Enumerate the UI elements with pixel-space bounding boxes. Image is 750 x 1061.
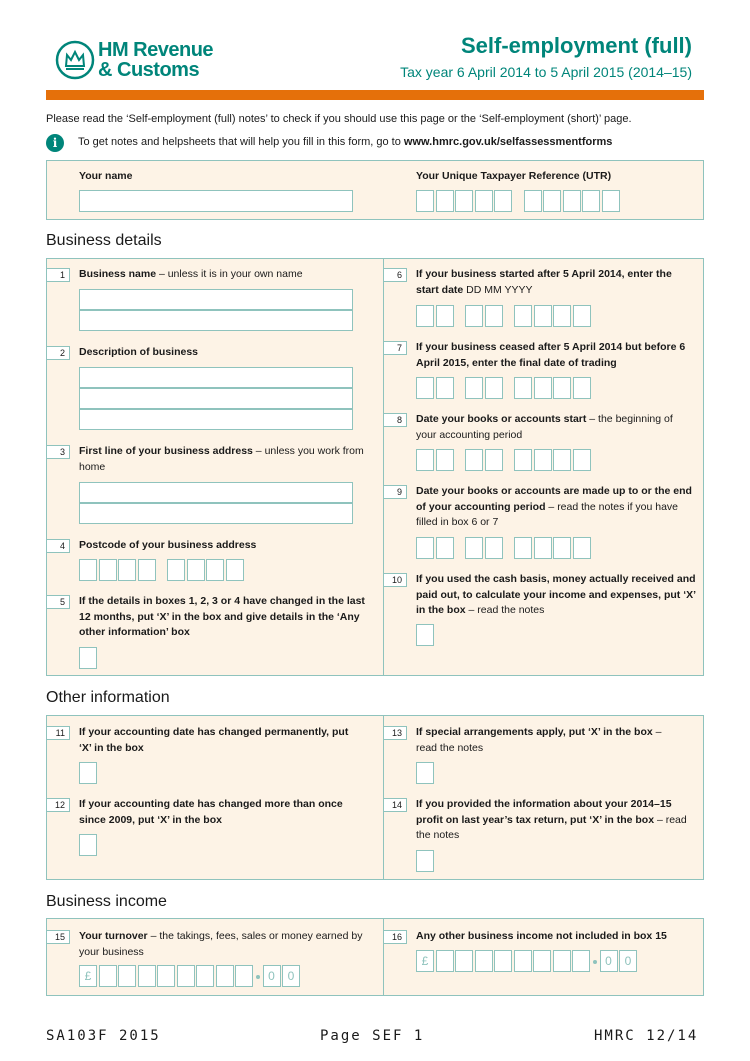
- turnover-digit-cell[interactable]: [138, 965, 156, 987]
- start-date-cell[interactable]: [534, 305, 552, 327]
- start-date-cell[interactable]: [573, 305, 591, 327]
- other-income-digit-cell[interactable]: [553, 950, 571, 972]
- box-number-4: 4: [46, 539, 70, 553]
- your-name-input[interactable]: [79, 190, 353, 212]
- box-5-label: If the details in boxes 1, 2, 3 or 4 have changed in the last 12 months, put ‘X’ in the box and give details in the ‘Any other information’ box: [79, 595, 365, 638]
- forms-link[interactable]: www.hmrc.gov.uk/selfassessmentforms: [403, 136, 613, 148]
- box-number-13: 13: [383, 726, 407, 740]
- box-14-checkbox[interactable]: [416, 850, 434, 872]
- utr-cell[interactable]: [475, 190, 493, 212]
- box-12-checkbox[interactable]: [79, 834, 97, 856]
- books-end-date-cell[interactable]: [485, 537, 503, 559]
- other-income-digit-cell[interactable]: [533, 950, 551, 972]
- box-number-1: 1: [46, 268, 70, 282]
- books-end-date-cell[interactable]: [534, 537, 552, 559]
- box-8-label: Date your books or accounts start – the beginning of your accounting period: [416, 413, 673, 441]
- box-1-label: Business name – unless it is in your own name: [79, 268, 303, 280]
- books-end-date-cell[interactable]: [573, 537, 591, 559]
- other-income-currency-cell[interactable]: £: [416, 950, 434, 972]
- box-number-2: 2: [46, 346, 70, 360]
- turnover-digit-cell[interactable]: [216, 965, 234, 987]
- logo-line-1: HM Revenue: [98, 39, 214, 61]
- turnover-digit-cell[interactable]: [177, 965, 195, 987]
- box-14-label: If you provided the information about your 2014–15 profit on last year’s tax return, put ‘X’ in the box – read the notes: [416, 798, 687, 841]
- utr-cell[interactable]: [416, 190, 434, 212]
- box-5-checkbox[interactable]: [79, 647, 97, 669]
- box-number-10: 10: [383, 573, 407, 587]
- box-3-label: First line of your business address – unless you work from home: [79, 445, 364, 473]
- books-end-date-cell[interactable]: [514, 537, 532, 559]
- box-number-12: 12: [46, 798, 70, 812]
- books-start-date-cell[interactable]: [436, 449, 454, 471]
- utr-cell[interactable]: [455, 190, 473, 212]
- section-business-income: Business income: [46, 893, 167, 910]
- books-end-date-cell[interactable]: [416, 537, 434, 559]
- box-4-label: Postcode of your business address: [79, 539, 257, 551]
- box-13-checkbox[interactable]: [416, 762, 434, 784]
- box-15-label: Your turnover – the takings, fees, sales or money earned by your business: [79, 930, 363, 958]
- box-10-label: If you used the cash basis, money actually received and paid out, to calculate your income and expenses, put ‘X’ in the box – read the notes: [416, 573, 696, 616]
- other-income-digit-cell[interactable]: [494, 950, 512, 972]
- ceased-date-cell[interactable]: [465, 377, 483, 399]
- books-start-date-cell[interactable]: [573, 449, 591, 471]
- start-date-cell[interactable]: [553, 305, 571, 327]
- box-10-checkbox[interactable]: [416, 624, 434, 646]
- business-details-divider: [383, 258, 384, 676]
- business-description-line-2[interactable]: [79, 388, 353, 409]
- books-start-date-cell[interactable]: [553, 449, 571, 471]
- footer-version: HMRC 12/14: [594, 1028, 699, 1044]
- utr-cell[interactable]: [543, 190, 561, 212]
- ceased-date-cell[interactable]: [436, 377, 454, 399]
- postcode-cell[interactable]: [187, 559, 205, 581]
- books-start-date-cell[interactable]: [416, 449, 434, 471]
- box-number-8: 8: [383, 413, 407, 427]
- box-11-checkbox[interactable]: [79, 762, 97, 784]
- info-icon: i: [46, 134, 64, 152]
- start-date-cell[interactable]: [416, 305, 434, 327]
- business-name-line-2[interactable]: [79, 310, 353, 331]
- footer-form-code: SA103F 2015: [46, 1028, 161, 1044]
- start-date-cell[interactable]: [514, 305, 532, 327]
- ceased-date-cell[interactable]: [514, 377, 532, 399]
- box-number-15: 15: [46, 930, 70, 944]
- info-text-body: To get notes and helpsheets that will help you fill in this form, go to: [78, 136, 404, 148]
- start-date-cell[interactable]: [485, 305, 503, 327]
- turnover-digit-cell[interactable]: [99, 965, 117, 987]
- other-income-digit-cell[interactable]: [572, 950, 590, 972]
- utr-cell[interactable]: [436, 190, 454, 212]
- box-number-3: 3: [46, 445, 70, 459]
- ceased-date-cell[interactable]: [573, 377, 591, 399]
- postcode-cell[interactable]: [206, 559, 224, 581]
- ceased-date-cell[interactable]: [553, 377, 571, 399]
- info-text: [78, 136, 612, 148]
- box-7-label: If your business ceased after 5 April 2014 but before 6 April 2015, enter the final date of trading: [416, 341, 686, 369]
- hmrc-logo: [55, 40, 235, 84]
- form-title: Self-employment (full): [460, 33, 692, 58]
- ceased-date-cell[interactable]: [534, 377, 552, 399]
- postcode-cell[interactable]: [118, 559, 136, 581]
- other-income-digit-cell[interactable]: [436, 950, 454, 972]
- turnover-pence-cell: 0: [282, 965, 300, 987]
- form-subtitle: Tax year 6 April 2014 to 5 April 2015 (2014–15): [400, 64, 692, 80]
- turnover-decimal-point: [256, 975, 260, 979]
- header-divider: [46, 90, 704, 100]
- other-income-pence-cell: 0: [619, 950, 637, 972]
- utr-cell[interactable]: [524, 190, 542, 212]
- logo-line-2: & Customs: [98, 59, 200, 81]
- postcode-cell[interactable]: [138, 559, 156, 581]
- books-start-date-cell[interactable]: [514, 449, 532, 471]
- box-2-label: Description of business: [79, 346, 199, 358]
- postcode-cell[interactable]: [79, 559, 97, 581]
- business-address-line-2[interactable]: [79, 503, 353, 524]
- utr-cell[interactable]: [563, 190, 581, 212]
- your-name-label: Your name: [79, 170, 133, 182]
- utr-cell[interactable]: [582, 190, 600, 212]
- box-11-label: If your accounting date has changed permanently, put ‘X’ in the box: [79, 726, 349, 754]
- business-name-line-1[interactable]: [79, 289, 353, 310]
- box-number-5: 5: [46, 595, 70, 609]
- box-number-7: 7: [383, 341, 407, 355]
- business-description-line-1[interactable]: [79, 367, 353, 388]
- other-income-decimal-point: [593, 960, 597, 964]
- other-income-digit-cell[interactable]: [455, 950, 473, 972]
- turnover-pence-cell: 0: [263, 965, 281, 987]
- box-12-label: If your accounting date has changed more than once since 2009, put ‘X’ in the box: [79, 798, 343, 826]
- postcode-cell[interactable]: [167, 559, 185, 581]
- business-description-line-3[interactable]: [79, 409, 353, 430]
- books-start-date-cell[interactable]: [465, 449, 483, 471]
- postcode-cell[interactable]: [226, 559, 244, 581]
- postcode-cell[interactable]: [99, 559, 117, 581]
- turnover-digit-cell[interactable]: [157, 965, 175, 987]
- other-income-digit-cell[interactable]: [514, 950, 532, 972]
- utr-cell[interactable]: [602, 190, 620, 212]
- start-date-cell[interactable]: [436, 305, 454, 327]
- box-16-label: Any other business income not included in box 15: [416, 930, 667, 942]
- books-end-date-cell[interactable]: [553, 537, 571, 559]
- utr-cell[interactable]: [494, 190, 512, 212]
- crown-icon: [55, 40, 95, 80]
- ceased-date-cell[interactable]: [416, 377, 434, 399]
- footer-page-number: Page SEF 1: [320, 1028, 425, 1044]
- books-start-date-cell[interactable]: [534, 449, 552, 471]
- books-end-date-cell[interactable]: [465, 537, 483, 559]
- box-number-9: 9: [383, 485, 407, 499]
- box-number-16: 16: [383, 930, 407, 944]
- turnover-digit-cell[interactable]: [196, 965, 214, 987]
- other-income-digit-cell[interactable]: [475, 950, 493, 972]
- business-address-line-1[interactable]: [79, 482, 353, 503]
- utr-label: Your Unique Taxpayer Reference (UTR): [416, 170, 612, 182]
- intro-text: Please read the ‘Self-employment (full) notes’ to check if you should use this page or the ‘Self-employment (short)’ page.: [46, 113, 632, 125]
- section-business-details: Business details: [46, 232, 162, 249]
- box-13-label: If special arrangements apply, put ‘X’ in the box – read the notes: [416, 726, 662, 754]
- start-date-cell[interactable]: [465, 305, 483, 327]
- box-number-14: 14: [383, 798, 407, 812]
- turnover-digit-cell[interactable]: [118, 965, 136, 987]
- box-9-label: Date your books or accounts are made up to or the end of your accounting period – read the notes if you have filled in box 6 or 7: [416, 485, 692, 528]
- box-number-11: 11: [46, 726, 70, 740]
- section-other-information: Other information: [46, 689, 170, 706]
- other-income-pence-cell: 0: [600, 950, 618, 972]
- ceased-date-cell[interactable]: [485, 377, 503, 399]
- box-number-6: 6: [383, 268, 407, 282]
- turnover-digit-cell[interactable]: [235, 965, 253, 987]
- books-end-date-cell[interactable]: [436, 537, 454, 559]
- books-start-date-cell[interactable]: [485, 449, 503, 471]
- box-6-label: If your business started after 5 April 2014, enter the start date DD MM YYYY: [416, 268, 672, 296]
- turnover-currency-cell[interactable]: £: [79, 965, 97, 987]
